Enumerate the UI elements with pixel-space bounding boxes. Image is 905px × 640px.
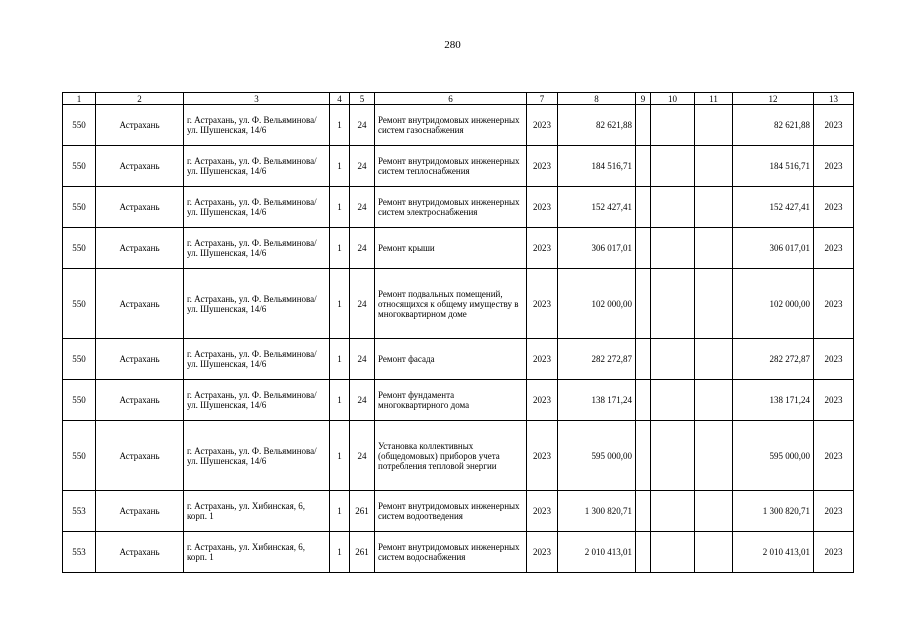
- cell-col11: [695, 532, 733, 573]
- cell-col9: [636, 187, 651, 228]
- row-number: 553: [63, 532, 96, 573]
- column-header: 3: [184, 93, 330, 105]
- table-row: [63, 269, 854, 339]
- column-header: 8: [558, 93, 636, 105]
- address: г. Астрахань, ул. Хибинская, 6, корп. 1: [184, 491, 330, 532]
- end-year: 2023: [814, 187, 854, 228]
- cell-col11: [695, 491, 733, 532]
- column-number-row: [63, 93, 854, 105]
- municipality: Астрахань: [96, 187, 184, 228]
- cost: 2 010 413,01: [558, 532, 636, 573]
- table-row: [63, 228, 854, 269]
- table-row: [63, 491, 854, 532]
- column-header: 9: [636, 93, 651, 105]
- cell-col5: 24: [350, 187, 375, 228]
- address: г. Астрахань, ул. Хибинская, 6, корп. 1: [184, 532, 330, 573]
- total: 2 010 413,01: [733, 532, 814, 573]
- cell-col9: [636, 380, 651, 421]
- work-type: Ремонт внутридомовых инженерных систем водоотведения: [375, 491, 527, 532]
- cell-col9: [636, 339, 651, 380]
- cell-col4: 1: [330, 228, 350, 269]
- cell-col9: [636, 269, 651, 339]
- end-year: 2023: [814, 105, 854, 146]
- cell-col10: [651, 339, 695, 380]
- cost: 282 272,87: [558, 339, 636, 380]
- column-header: 1: [63, 93, 96, 105]
- cell-col11: [695, 339, 733, 380]
- column-header: 11: [695, 93, 733, 105]
- address: г. Астрахань, ул. Ф. Вельяминова/ ул. Шушенская, 14/6: [184, 146, 330, 187]
- row-number: 550: [63, 105, 96, 146]
- cell-col4: 1: [330, 532, 350, 573]
- work-type: Установка коллективных (общедомовых) приборов учета потребления тепловой энергии: [375, 421, 527, 491]
- address: г. Астрахань, ул. Ф. Вельяминова/ ул. Шушенская, 14/6: [184, 339, 330, 380]
- year: 2023: [527, 491, 558, 532]
- address: г. Астрахань, ул. Ф. Вельяминова/ ул. Шушенская, 14/6: [184, 380, 330, 421]
- end-year: 2023: [814, 491, 854, 532]
- cell-col9: [636, 421, 651, 491]
- end-year: 2023: [814, 421, 854, 491]
- cost: 1 300 820,71: [558, 491, 636, 532]
- total: 82 621,88: [733, 105, 814, 146]
- cell-col10: [651, 421, 695, 491]
- row-number: 550: [63, 339, 96, 380]
- cell-col10: [651, 269, 695, 339]
- cell-col10: [651, 105, 695, 146]
- row-number: 550: [63, 421, 96, 491]
- cell-col11: [695, 269, 733, 339]
- column-header: 7: [527, 93, 558, 105]
- total: 282 272,87: [733, 339, 814, 380]
- total: 184 516,71: [733, 146, 814, 187]
- work-type: Ремонт фундамента многоквартирного дома: [375, 380, 527, 421]
- total: 306 017,01: [733, 228, 814, 269]
- cost: 306 017,01: [558, 228, 636, 269]
- year: 2023: [527, 339, 558, 380]
- cell-col10: [651, 491, 695, 532]
- municipality: Астрахань: [96, 339, 184, 380]
- row-number: 550: [63, 146, 96, 187]
- municipality: Астрахань: [96, 421, 184, 491]
- year: 2023: [527, 146, 558, 187]
- municipality: Астрахань: [96, 380, 184, 421]
- cell-col4: 1: [330, 187, 350, 228]
- cell-col9: [636, 532, 651, 573]
- work-type: Ремонт внутридомовых инженерных систем теплоснабжения: [375, 146, 527, 187]
- column-header: 12: [733, 93, 814, 105]
- address: г. Астрахань, ул. Ф. Вельяминова/ ул. Шушенская, 14/6: [184, 105, 330, 146]
- cell-col10: [651, 228, 695, 269]
- cost: 138 171,24: [558, 380, 636, 421]
- work-type: Ремонт внутридомовых инженерных систем газоснабжения: [375, 105, 527, 146]
- year: 2023: [527, 380, 558, 421]
- table-row: [63, 380, 854, 421]
- address: г. Астрахань, ул. Ф. Вельяминова/ ул. Шушенская, 14/6: [184, 187, 330, 228]
- cell-col4: 1: [330, 146, 350, 187]
- cell-col5: 24: [350, 421, 375, 491]
- cost: 82 621,88: [558, 105, 636, 146]
- total: 138 171,24: [733, 380, 814, 421]
- column-header: 2: [96, 93, 184, 105]
- cell-col11: [695, 380, 733, 421]
- address: г. Астрахань, ул. Ф. Вельяминова/ ул. Шушенская, 14/6: [184, 228, 330, 269]
- cell-col4: 1: [330, 421, 350, 491]
- cell-col4: 1: [330, 269, 350, 339]
- row-number: 550: [63, 187, 96, 228]
- cell-col5: 24: [350, 380, 375, 421]
- cell-col9: [636, 228, 651, 269]
- table-row: [63, 105, 854, 146]
- column-header: 13: [814, 93, 854, 105]
- work-type: Ремонт фасада: [375, 339, 527, 380]
- end-year: 2023: [814, 532, 854, 573]
- page-number: 280: [444, 39, 461, 51]
- row-number: 550: [63, 380, 96, 421]
- municipality: Астрахань: [96, 532, 184, 573]
- cell-col11: [695, 105, 733, 146]
- year: 2023: [527, 532, 558, 573]
- cell-col10: [651, 146, 695, 187]
- cell-col5: 24: [350, 146, 375, 187]
- work-type: Ремонт подвальных помещений, относящихся к общему имуществу в многоквартирном доме: [375, 269, 527, 339]
- cell-col4: 1: [330, 105, 350, 146]
- cell-col10: [651, 380, 695, 421]
- municipality: Астрахань: [96, 146, 184, 187]
- column-header: 6: [375, 93, 527, 105]
- cell-col5: 24: [350, 228, 375, 269]
- row-number: 553: [63, 491, 96, 532]
- table-row: [63, 339, 854, 380]
- municipality: Астрахань: [96, 228, 184, 269]
- total: 1 300 820,71: [733, 491, 814, 532]
- table-row: [63, 146, 854, 187]
- cell-col5: 24: [350, 339, 375, 380]
- year: 2023: [527, 105, 558, 146]
- cost: 595 000,00: [558, 421, 636, 491]
- work-type: Ремонт внутридомовых инженерных систем водоснабжения: [375, 532, 527, 573]
- cell-col10: [651, 187, 695, 228]
- cell-col11: [695, 228, 733, 269]
- column-header: 5: [350, 93, 375, 105]
- municipality: Астрахань: [96, 105, 184, 146]
- table-row: [63, 421, 854, 491]
- cell-col11: [695, 146, 733, 187]
- column-header: 4: [330, 93, 350, 105]
- cell-col9: [636, 146, 651, 187]
- end-year: 2023: [814, 380, 854, 421]
- repair-schedule-table: [62, 92, 854, 573]
- cell-col5: 24: [350, 269, 375, 339]
- cell-col5: 261: [350, 532, 375, 573]
- table-row: [63, 532, 854, 573]
- column-header: 10: [651, 93, 695, 105]
- table-row: [63, 187, 854, 228]
- cost: 152 427,41: [558, 187, 636, 228]
- year: 2023: [527, 421, 558, 491]
- row-number: 550: [63, 228, 96, 269]
- row-number: 550: [63, 269, 96, 339]
- year: 2023: [527, 269, 558, 339]
- cell-col11: [695, 187, 733, 228]
- end-year: 2023: [814, 269, 854, 339]
- cell-col4: 1: [330, 339, 350, 380]
- work-type: Ремонт крыши: [375, 228, 527, 269]
- cell-col5: 24: [350, 105, 375, 146]
- work-type: Ремонт внутридомовых инженерных систем электроснабжения: [375, 187, 527, 228]
- municipality: Астрахань: [96, 491, 184, 532]
- year: 2023: [527, 187, 558, 228]
- cell-col9: [636, 491, 651, 532]
- cell-col11: [695, 421, 733, 491]
- cell-col4: 1: [330, 380, 350, 421]
- end-year: 2023: [814, 228, 854, 269]
- total: 102 000,00: [733, 269, 814, 339]
- cost: 184 516,71: [558, 146, 636, 187]
- cell-col10: [651, 532, 695, 573]
- end-year: 2023: [814, 146, 854, 187]
- cell-col5: 261: [350, 491, 375, 532]
- cell-col4: 1: [330, 491, 350, 532]
- address: г. Астрахань, ул. Ф. Вельяминова/ ул. Шушенская, 14/6: [184, 269, 330, 339]
- cost: 102 000,00: [558, 269, 636, 339]
- year: 2023: [527, 228, 558, 269]
- end-year: 2023: [814, 339, 854, 380]
- total: 152 427,41: [733, 187, 814, 228]
- address: г. Астрахань, ул. Ф. Вельяминова/ ул. Шушенская, 14/6: [184, 421, 330, 491]
- cell-col9: [636, 105, 651, 146]
- total: 595 000,00: [733, 421, 814, 491]
- municipality: Астрахань: [96, 269, 184, 339]
